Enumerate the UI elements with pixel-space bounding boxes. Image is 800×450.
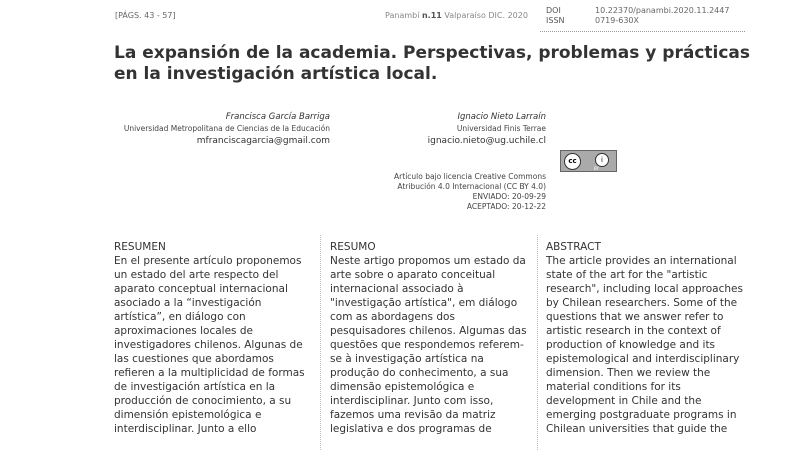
author-name: Ignacio Nieto Larraín <box>457 112 546 122</box>
cc-by-license-badge[interactable] <box>560 150 617 172</box>
abstract-spanish <box>114 240 314 450</box>
attribution-icon: i <box>595 153 609 167</box>
author-email[interactable]: ignacio.nieto@ug.uchile.cl <box>427 136 546 146</box>
abstract-text: The article provides an international state of the art for the "artistic research", including local approaches by Chilean researchers. Some of the questions that we answer refer to artistic research in the context of production of knowledge and its epistemological and interdisciplinary dimension. Then we review the material conditions for its development in Chile and the emerging postgraduate programs in Chilean universities that guide the <box>546 255 743 435</box>
doi-value[interactable]: 10.22370/panambi.2020.11.2447 <box>595 6 730 15</box>
journal-name: Panambí <box>385 11 420 20</box>
author-affiliation: Universidad Finis Terrae <box>456 124 546 133</box>
issn-value: 0719-630X <box>595 16 639 25</box>
journal-place-date: Valparaíso DIC. 2020 <box>444 11 528 20</box>
author-name: Francisca García Barriga <box>225 112 330 122</box>
author-block-1 <box>114 111 330 147</box>
journal-issue: n.11 <box>421 11 442 20</box>
abstract-english <box>546 240 746 450</box>
page-range: [PÁGS. 43 - 57] <box>115 11 176 20</box>
abstract-heading: RESUMEN <box>114 241 166 253</box>
accepted-date: ACEPTADO: 20-12-22 <box>466 202 546 211</box>
by-label: BY <box>594 166 599 171</box>
header-divider <box>540 31 745 32</box>
license-info <box>330 172 546 212</box>
sent-date: ENVIADO: 20-09-29 <box>472 192 546 201</box>
issn-label: ISSN <box>546 16 565 25</box>
doi-label: DOI <box>546 6 561 15</box>
abstract-portuguese <box>330 240 530 450</box>
column-divider <box>537 235 538 450</box>
license-line: Atribución 4.0 Internacional (CC BY 4.0) <box>397 182 546 191</box>
abstract-heading: RESUMO <box>330 241 376 253</box>
abstract-text: En el presente artículo proponemos un estado del arte respecto del aparato conceptual internacional asociado a la “investigación artística”, en diálogo con aproximaciones locales de investigadores chilenos. Algunas de las cuestiones que abordamos refieren a la multiplicidad de formas de investigación artística en la producción de conocimiento, a su dimensión epistemológica e interdisciplinar. Junto a ello <box>114 255 305 435</box>
journal-info <box>385 11 528 20</box>
author-affiliation: Universidad Metropolitana de Ciencias de la Educación <box>123 124 330 133</box>
column-divider <box>320 235 321 450</box>
abstract-text: Neste artigo propomos um estado da arte sobre o aparato conceitual internacional associado à "investigação artística", em diálogo com as abordagens dos pesquisadores chilenos. Algumas das questões que respondemos referem-se à investigação artística na produção do conhecimento, a sua dimensão epistemológica e interdisciplinar. Junto com isso, fazemos uma revisão da matriz legislativa e dos programas de <box>330 255 527 435</box>
article-title: La expansión de la academia. Perspectivas, problemas y prácticas en la investigación artística local. <box>114 43 751 84</box>
author-block-2 <box>330 111 546 147</box>
cc-icon: cc <box>564 153 581 170</box>
author-email[interactable]: mfranciscagarcia@gmail.com <box>196 136 330 146</box>
abstract-heading: ABSTRACT <box>546 241 601 253</box>
license-line: Artículo bajo licencia Creative Commons <box>394 172 546 181</box>
